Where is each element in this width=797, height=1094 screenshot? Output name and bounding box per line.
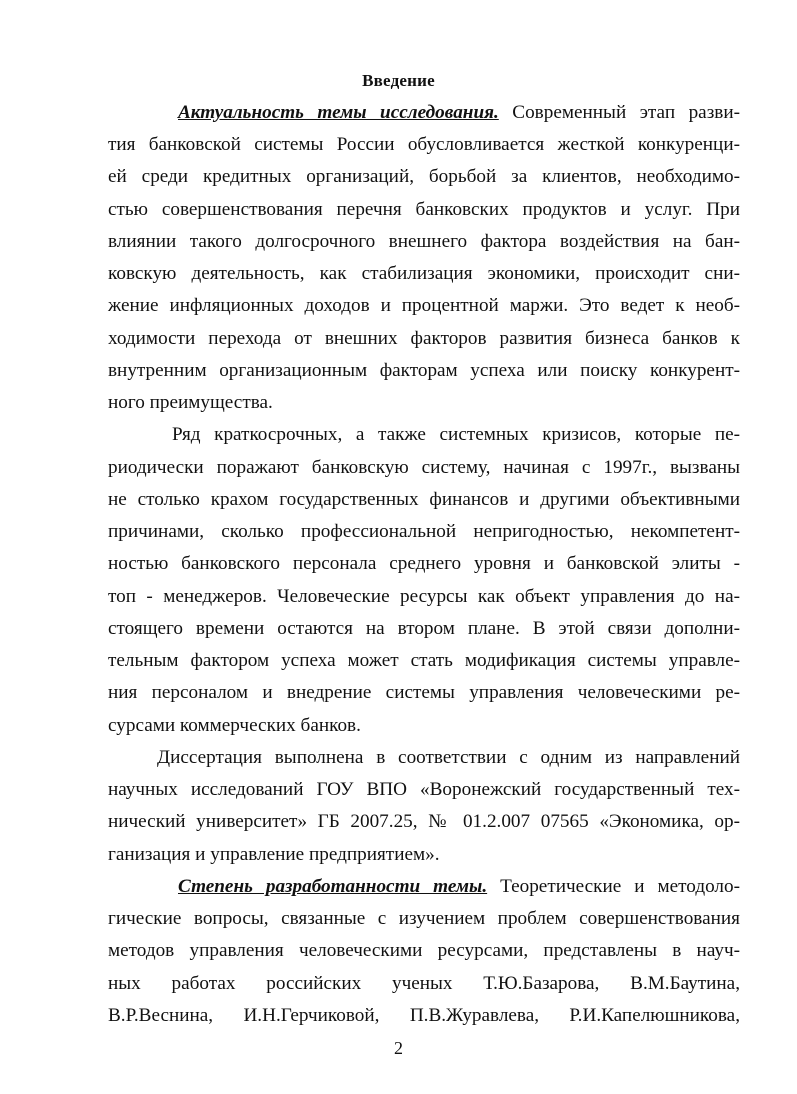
text-line: ных работах российских ученых Т.Ю.Базарова, В.М.Баутина, xyxy=(108,973,740,994)
text-line: нический университет» ГБ 2007.25, № 01.2.007 07565 «Экономика, ор- xyxy=(108,811,740,832)
section-heading-degree: Степень разработанности темы. xyxy=(178,876,488,897)
text-line: стоящего времени остаются на втором плане. В этой связи дополни- xyxy=(108,618,740,639)
page-number: 2 xyxy=(394,1038,403,1058)
text-line: тия банковской системы России обусловливается жесткой конкуренци- xyxy=(108,134,740,155)
text-line: риодически поражают банковскую систему, начиная с 1997г., вызваны xyxy=(108,457,740,478)
text-line: Ряд краткосрочных, а также системных кризисов, которые пе- xyxy=(172,424,740,445)
text-line: Актуальность темы исследования. Современный этап разви- xyxy=(178,102,740,123)
text-line: внутренним организационным факторам успеха или поиску конкурент- xyxy=(108,360,740,381)
text-line: научных исследований ГОУ ВПО «Воронежский государственный тех- xyxy=(108,779,740,800)
text-line: не столько крахом государственных финансов и другими объективными xyxy=(108,489,740,510)
text-line: Степень разработанности темы. Теоретические и методоло- xyxy=(178,876,740,897)
text-line: тельным фактором успеха может стать модификация системы управле- xyxy=(108,650,740,671)
text-line: жение инфляционных доходов и процентной маржи. Это ведет к необ- xyxy=(108,295,740,316)
text-line: ганизация и управление предприятием». xyxy=(108,844,440,865)
text-line: гические вопросы, связанные с изучением проблем совершенствования xyxy=(108,908,740,929)
text-line: ния персоналом и внедрение системы управления человеческими ре- xyxy=(108,682,740,703)
section-heading-relevance: Актуальность темы исследования. xyxy=(178,102,499,123)
text-line: сурсами коммерческих банков. xyxy=(108,715,361,736)
text-line: стью совершенствования перечня банковских продуктов и услуг. При xyxy=(108,199,740,220)
text-line: ей среди кредитных организаций, борьбой за клиентов, необходимо- xyxy=(108,166,740,187)
text-line: причинами, сколько профессиональной непригодностью, некомпетент- xyxy=(108,521,740,542)
text-line: топ - менеджеров. Человеческие ресурсы как объект управления до на- xyxy=(108,586,740,607)
text-line: ностью банковского персонала среднего уровня и банковской элиты - xyxy=(108,553,740,574)
text-line: В.Р.Веснина, И.Н.Герчиковой, П.В.Журавлева, Р.И.Капелюшникова, xyxy=(108,1005,740,1026)
text-line: методов управления человеческими ресурсами, представлены в науч- xyxy=(108,940,740,961)
text-line: ного преимущества. xyxy=(108,392,273,413)
page-title: Введение xyxy=(362,71,435,90)
text-line: ковскую деятельность, как стабилизация экономики, происходит сни- xyxy=(108,263,740,284)
text-line: влиянии такого долгосрочного внешнего фактора воздействия на бан- xyxy=(108,231,740,252)
text-line: Диссертация выполнена в соответствии с одним из направлений xyxy=(157,747,740,768)
text-line: ходимости перехода от внешних факторов развития бизнеса банков к xyxy=(108,328,740,349)
